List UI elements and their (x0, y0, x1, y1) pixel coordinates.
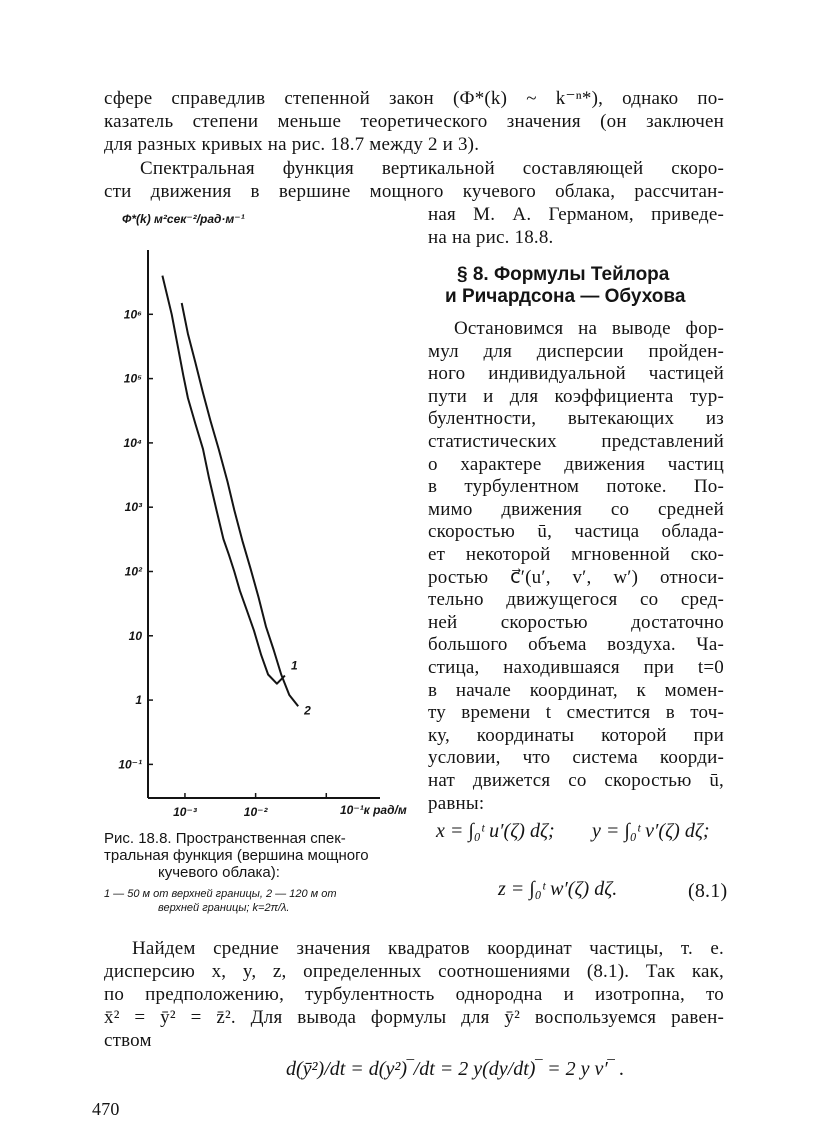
right-column-line: скоростью ū, частица облада- (428, 521, 724, 543)
y-tick-label: 10⁻¹ (118, 757, 142, 772)
series-line-1 (162, 276, 285, 684)
equation-y: y = ∫₀ᵗ v′(ζ) dζ; (592, 820, 710, 842)
right-column-line: в турбулентном потоке. По- (428, 476, 724, 498)
right-column-line: стица, находившаяся при t=0 (428, 657, 724, 678)
series-label-1: 1 (290, 658, 298, 673)
equation-number: (8.1) (688, 880, 728, 902)
figure-legend-line-1: 1 — 50 м от верхней границы, 2 — 120 м от (104, 888, 337, 900)
y-tick-label: 1 (135, 693, 142, 708)
final-equation: d(ȳ²)/dt = d(y²)‾/dt = 2 y(dy/dt)‾ = 2 y v′‾ . (286, 1058, 625, 1080)
section-title-line-2: и Ричардсона — Обухова (445, 286, 686, 307)
right-column-line: мимо движения со средней (428, 498, 724, 520)
x-tick-labels (173, 793, 326, 819)
page-number: 470 (92, 1099, 120, 1119)
right-column-line: ростью c⃗′(u′, v′, w′) относи- (428, 566, 724, 588)
y-tick-label: 10³ (124, 500, 142, 515)
para2-line-2: сти движения в вершине мощного кучевого облака, рассчитан- (104, 181, 724, 202)
x-tick-label: 10⁻² (243, 805, 268, 819)
figure-y-axis-label: Ф*(k) м²сек⁻²/рад·м⁻¹ (122, 212, 245, 226)
figure-legend-line-2: верхней границы; k=2π/λ. (158, 902, 290, 914)
figure-caption-line-2: тральная функция (вершина мощного (104, 847, 369, 864)
series-label-2: 2 (304, 703, 311, 718)
para2-line-3: ная М. А. Германом, приведе- (428, 204, 724, 225)
y-tick-label: 10² (124, 564, 142, 579)
bottom-line-1: Найдем средние значения квадратов координат частицы, т. е. (132, 938, 724, 959)
right-column-line: Остановимся на выводе фор- (454, 318, 724, 339)
right-column-line: мул для дисперсии пройден- (428, 340, 724, 362)
spectral-function-chart (100, 230, 420, 830)
chart-series (162, 276, 311, 718)
right-column-line: нат движется со скоростью ū, (428, 770, 724, 791)
intro-line-1: сфере справедлив степенной закон (Ф*(k) ~ k⁻ⁿ*), однако по- (104, 88, 724, 109)
right-column-line: ту времени t сместится в точ- (428, 702, 724, 724)
figure-x-axis-label: 10⁻¹к рад/м (340, 803, 407, 817)
x-tick-label: 10⁻³ (173, 805, 197, 819)
figure-caption-line-1: Рис. 18.8. Пространственная спек- (104, 830, 346, 847)
bottom-line-5: ством (104, 1030, 152, 1051)
equation-x: x = ∫₀ᵗ u′(ζ) dζ; (436, 820, 555, 842)
right-column-line: булентности, вытекающих из (428, 408, 724, 430)
y-tick-label: 10 (128, 628, 142, 643)
intro-line-3: для разных кривых на рис. 18.7 между 2 и 3). (104, 134, 480, 155)
y-tick-label: 10⁵ (123, 371, 142, 386)
para2-line-1: Спектральная функция вертикальной составляющей скоро- (140, 158, 724, 179)
series-line-2 (182, 303, 299, 706)
right-column-line: ного индивидуальной частицей (428, 363, 724, 385)
section-title-line-1: § 8. Формулы Тейлора (457, 264, 670, 285)
chart-axes (148, 250, 380, 798)
right-column-line: тельно движущегося со сред- (428, 589, 724, 611)
right-column-line: статистических представлений (428, 431, 724, 452)
right-column-line: пути и для коэффициента тур- (428, 385, 724, 407)
intro-line-2: казатель степени меньше теоретического значения (он заключен (104, 111, 724, 132)
right-column-line: ку, координаты которой при (428, 724, 724, 746)
right-column-line: условии, что система коорди- (428, 747, 724, 769)
y-tick-label: 10⁶ (123, 307, 142, 322)
para2-line-4: на на рис. 18.8. (428, 227, 554, 248)
bottom-line-2: дисперсию x, y, z, определенных соотношениями (8.1). Так как, (104, 961, 724, 982)
right-column-line: большого объема воздуха. Ча- (428, 634, 724, 656)
bottom-line-3: по предположению, турбулентность однородна и изотропна, то (104, 984, 724, 1005)
right-column-line: ней скоростью достаточно (428, 611, 724, 633)
equation-z: z = ∫₀ᵗ w′(ζ) dζ. (498, 878, 618, 900)
right-column-line: ет некоторой мгновенной ско- (428, 544, 724, 565)
figure-caption-line-3: кучевого облака): (158, 864, 280, 881)
right-column-line: в начале координат, к момен- (428, 679, 724, 701)
y-tick-label: 10⁴ (123, 435, 142, 450)
right-column-line: равны: (428, 792, 485, 814)
right-column-line: о характере движения частиц (428, 453, 724, 475)
bottom-line-4: x̄² = ȳ² = z̄². Для вывода формулы для ȳ² воспользуемся равен- (104, 1007, 724, 1028)
